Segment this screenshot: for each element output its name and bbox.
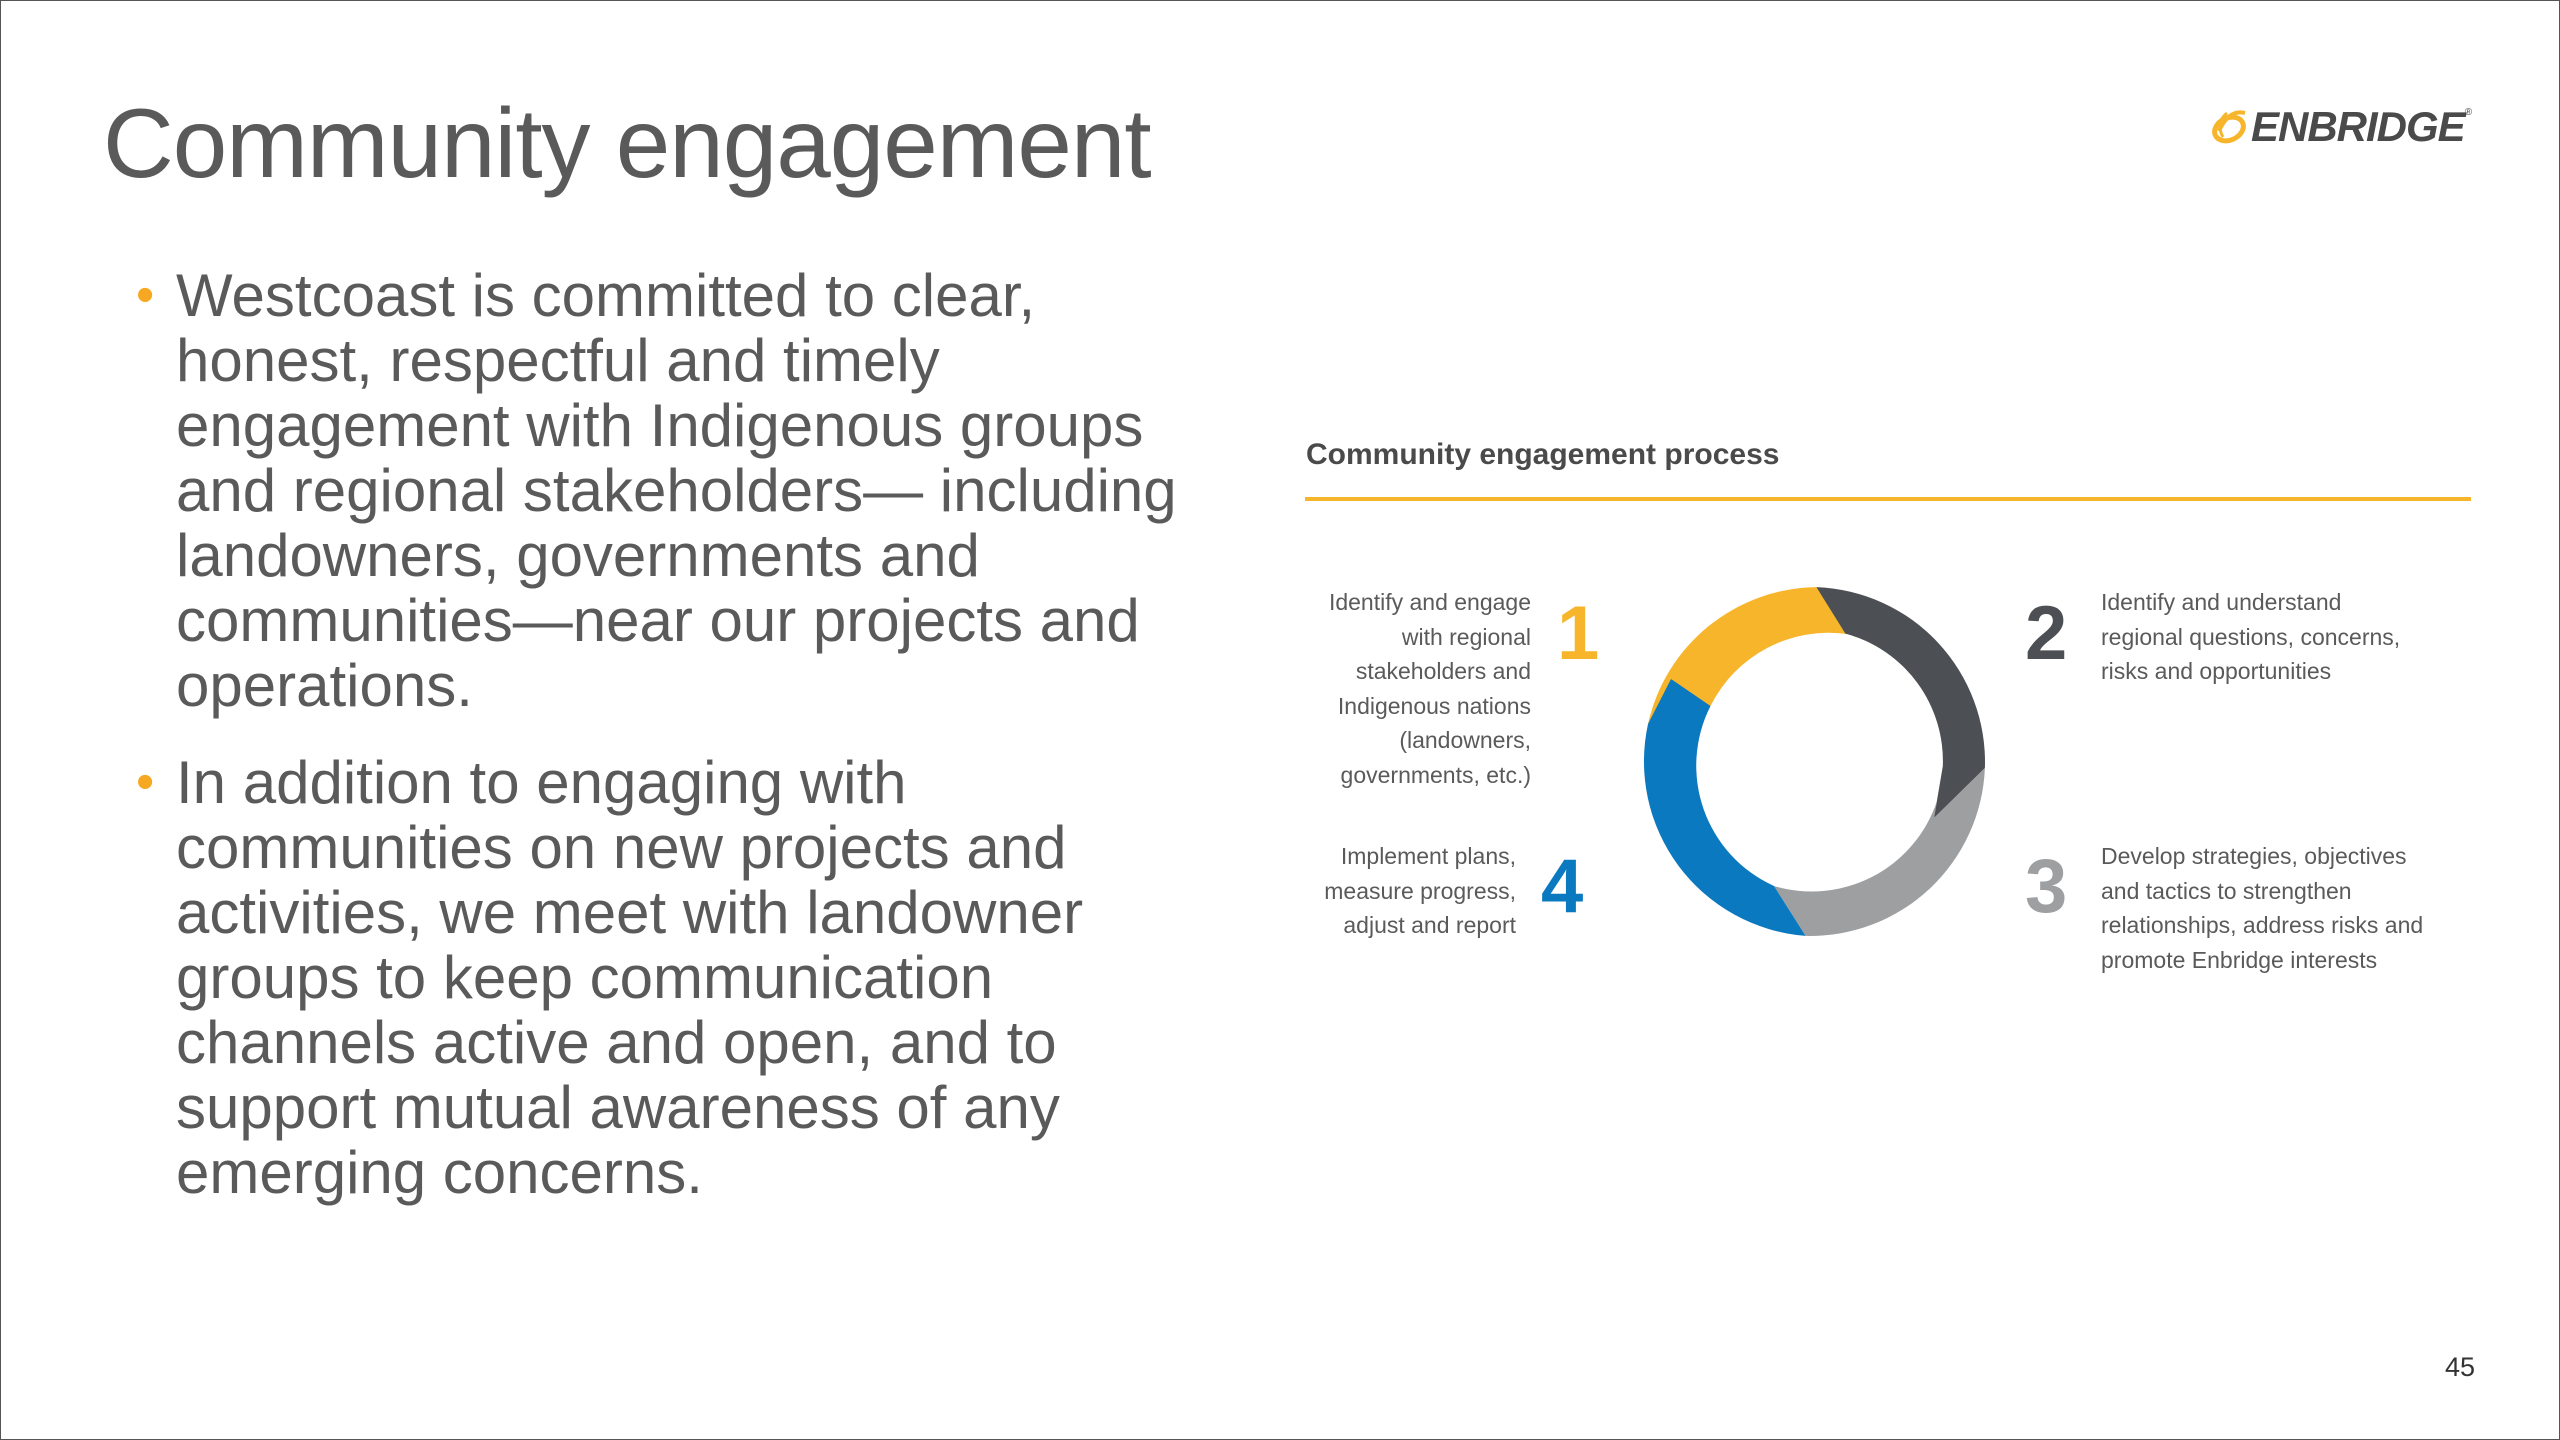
step-2-text: Identify and understand regional questions, concerns, risks and opportunities — [2101, 589, 2401, 684]
bullet-item — [136, 263, 1226, 718]
bullet-dot-icon: • — [136, 266, 155, 324]
bullet-item — [136, 750, 1226, 1205]
step-3-number: 3 — [2025, 844, 2068, 929]
enbridge-logo — [2207, 97, 2472, 157]
step-4-number: 4 — [1541, 844, 1584, 929]
slide-title: Community engagement — [103, 88, 1151, 198]
step-2-number: 2 — [2025, 591, 2068, 676]
diagram-title: Community engagement process — [1306, 438, 1780, 471]
step-1-number: 1 — [1557, 591, 1600, 676]
bullet-list — [136, 263, 1226, 1237]
page-number: 45 — [2444, 1352, 2475, 1382]
logo-wordmark: ENBRIDGE — [2251, 103, 2465, 150]
enbridge-swirl-logo-icon — [2207, 97, 2251, 157]
bullet-text: Westcoast is committed to clear, honest, respectful and timely engagement with Indigenous groups and regional stakeholders— including landowners, governments and communities—near our projects and operations. — [176, 262, 1177, 719]
bullet-text: In addition to engaging with communities on new projects and activities, we meet with landowner groups to keep communication channels active and open, and to support mutual awareness of any emerging concerns. — [176, 749, 1084, 1206]
bullet-dot-icon: • — [136, 753, 155, 811]
engagement-process-diagram — [1291, 431, 2471, 1031]
step-1-text: Identify and engage with regional stakeholders and Indigenous nations (landowners, governments, etc.) — [1328, 589, 1531, 788]
diagram-divider — [1305, 497, 2471, 501]
logo-trademark: ® — [2464, 107, 2473, 118]
process-cycle-donut — [1631, 581, 1991, 941]
cycle-segment-2 — [1816, 587, 1985, 818]
step-4-text: Implement plans, measure progress, adjust and report — [1324, 843, 1516, 938]
step-3-text: Develop strategies, objectives and tactics to strengthen relationships, address risks and promote Enbridge interests — [2101, 843, 2424, 973]
